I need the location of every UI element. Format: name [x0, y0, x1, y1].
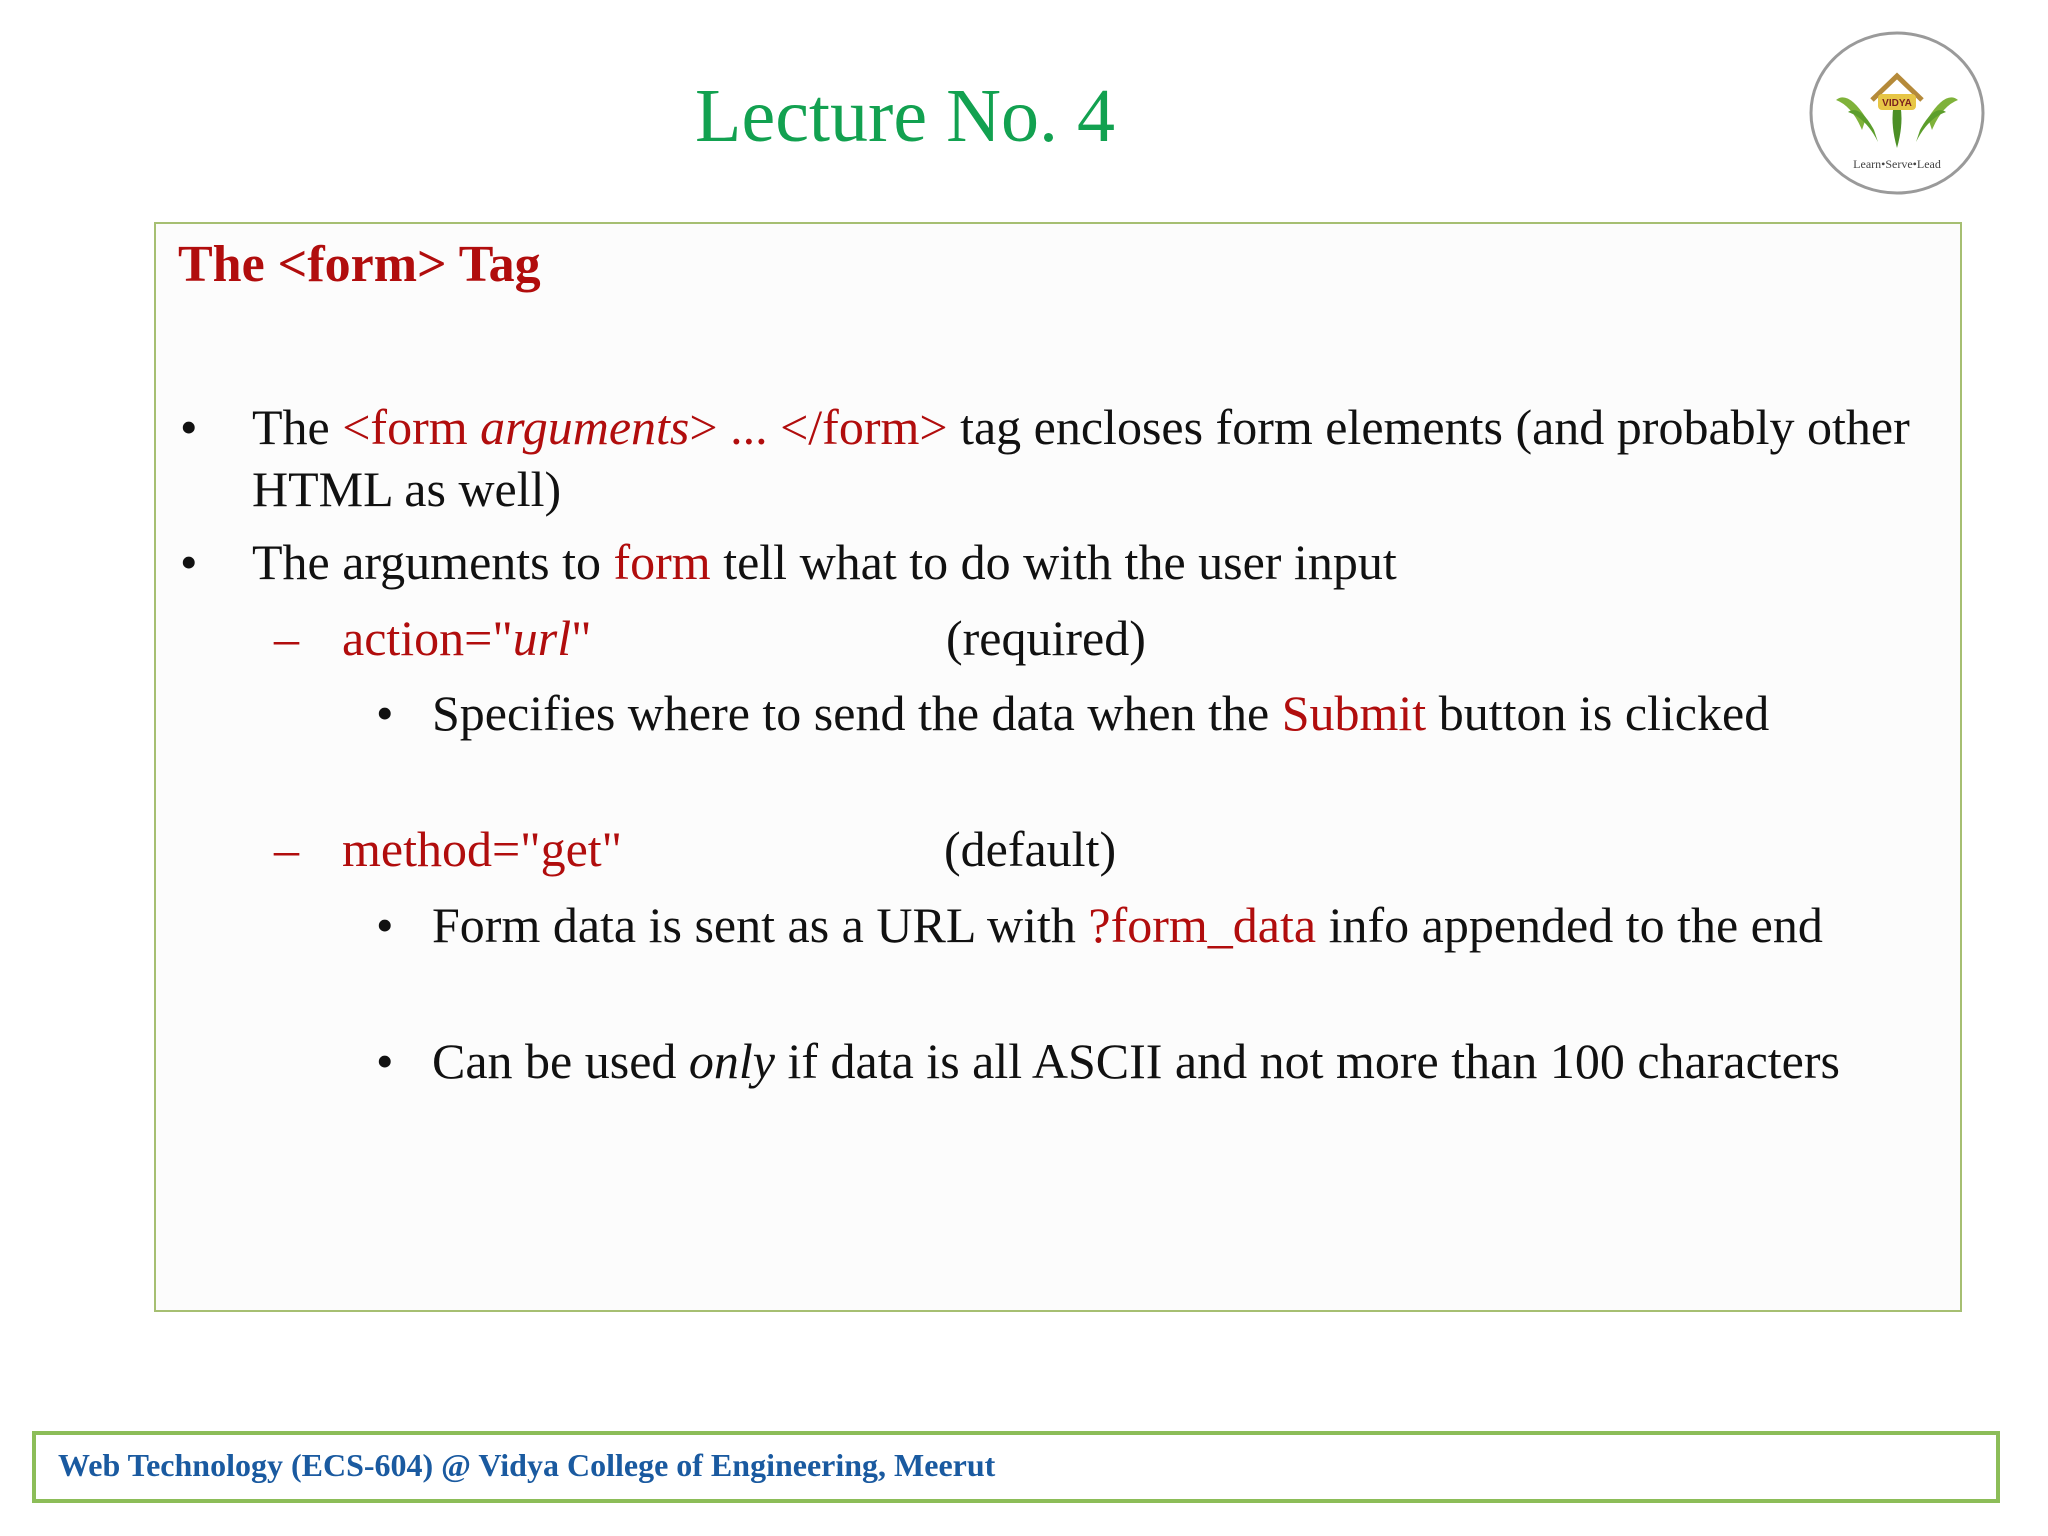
dash-marker: –	[274, 610, 299, 666]
argument-name: action="url"	[342, 610, 592, 666]
college-logo	[1808, 30, 1986, 196]
form-keyword: form	[613, 534, 711, 590]
logo-name-text: VIDYA	[1882, 98, 1912, 109]
slide-title: Lecture No. 4	[695, 74, 1115, 158]
argument-item	[274, 818, 1842, 880]
detail-item: • Specifies where to send the data when the Submit button is clicked	[432, 682, 1932, 744]
bullet-icon: •	[180, 534, 198, 590]
submit-keyword: Submit	[1281, 685, 1427, 741]
form-tag-code: <form arguments> ... </form>	[342, 399, 948, 455]
section-heading: The <form> Tag	[178, 236, 541, 293]
form-data-keyword: ?form_data	[1088, 897, 1317, 953]
footer-bar	[32, 1431, 2000, 1503]
bullet-icon: •	[376, 897, 394, 953]
bullet-item: • The <form arguments> ... </form> tag encloses form elements (and probably other HTML as well)	[252, 396, 1932, 520]
only-emphasis: only	[688, 1033, 775, 1089]
detail-item: • Can be used only if data is all ASCII and not more than 100 characters	[432, 1030, 1932, 1092]
argument-note: (required)	[946, 610, 1146, 666]
bullet-icon: •	[376, 685, 394, 741]
detail-item: • Form data is sent as a URL with ?form_data info appended to the end	[432, 894, 1932, 956]
bullet-icon: •	[180, 399, 198, 455]
argument-name: method="get"	[342, 821, 623, 877]
dash-marker: –	[274, 821, 299, 877]
argument-item	[274, 607, 1842, 669]
bullet-icon: •	[376, 1033, 394, 1089]
content-box	[154, 222, 1962, 1312]
logo-tagline: Learn•Serve•Lead	[1853, 157, 1941, 171]
bullet-item: • The arguments to form tell what to do with the user input	[252, 531, 1932, 593]
footer-text: Web Technology (ECS-604) @ Vidya College of Engineering, Meerut	[58, 1447, 996, 1483]
argument-note: (default)	[944, 821, 1117, 877]
